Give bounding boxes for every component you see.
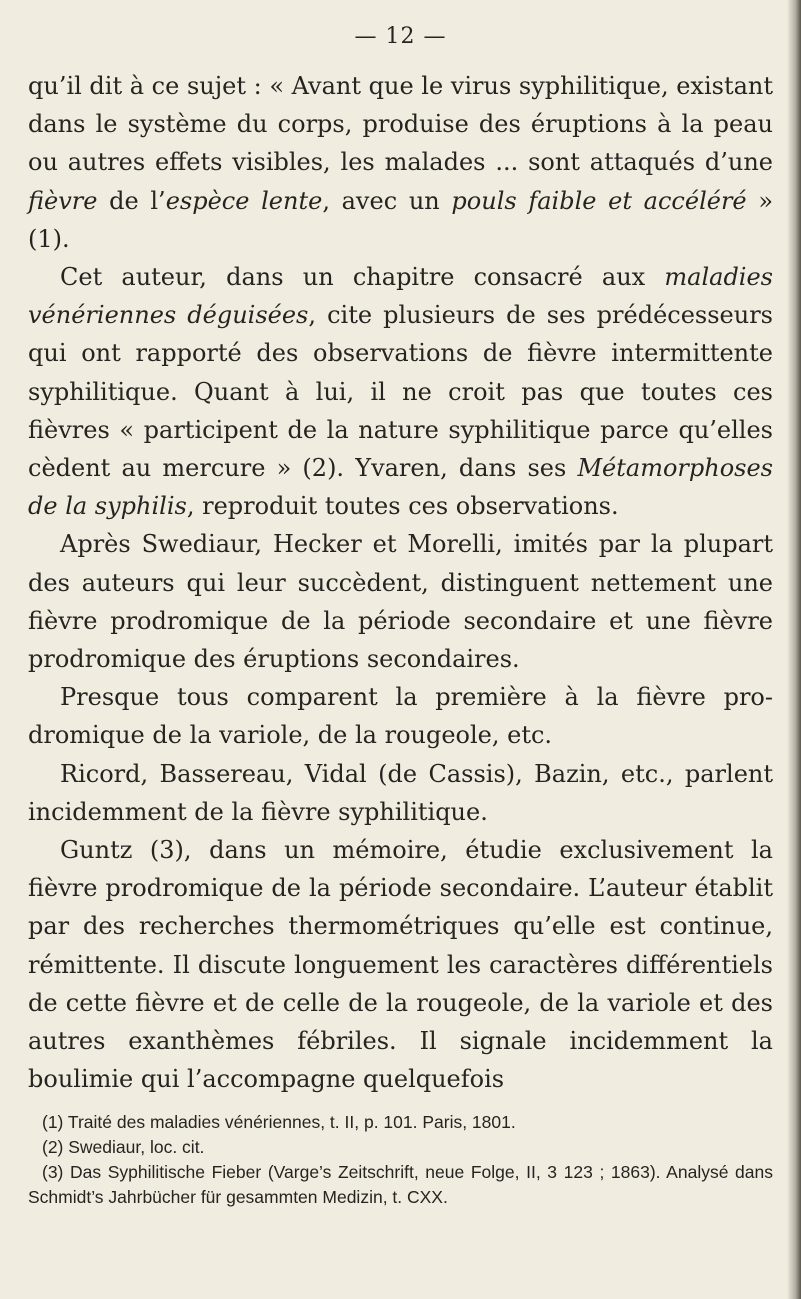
text-run: qu’il dit à ce sujet : « Avant que le virus syphilitique, existant dans le système du corps, produise des éruptions à la peau ou autres effets visibles, les malades ... sont attaqués d’une bbox=[28, 72, 774, 177]
paragraph-2 bbox=[28, 258, 773, 525]
text-run: Cet auteur, dans un chapitre consacré aux bbox=[60, 263, 665, 292]
page-number: — 12 — bbox=[354, 24, 447, 49]
paragraph-6 bbox=[28, 831, 773, 1098]
book-page bbox=[28, 24, 773, 1210]
text-run: Après Swediaur, Hecker et Morelli, imités par la plupart des auteurs qui leur succèdent, distinguent nettement une fièvre prodromique de la période secondaire et une fièvre prodromique des éruptions secondaires. bbox=[28, 530, 773, 674]
paragraph-4 bbox=[28, 678, 773, 754]
text-run-italic: fièvre bbox=[28, 186, 98, 215]
text-run: , cite plusieurs de ses prédécesseurs qui ont rapporté des observations de fièvre intermittente syphilitique. Quant à lui, il ne croit pas que toutes ces fièvres « participent de la nature syphilitique parce qu’elles cèdent au mercure » (2). Yvaren, dans ses bbox=[28, 301, 774, 483]
footnotes bbox=[28, 1110, 773, 1210]
text-run-italic: maladies vénériennes déguisées bbox=[28, 263, 773, 330]
footnote-1: (1) Traité des maladies vénériennes, t. II, p. 101. Paris, 1801. bbox=[42, 1112, 516, 1133]
body-text bbox=[28, 67, 773, 1098]
page-edge-shadow bbox=[787, 0, 801, 1299]
text-run: , avec un bbox=[322, 186, 452, 215]
footnote-2: (2) Swediaur, loc. cit. bbox=[42, 1137, 205, 1158]
text-run-italic: espèce lente bbox=[165, 186, 323, 215]
text-run: , reproduit toutes ces observations. bbox=[186, 492, 619, 521]
text-run: de l’ bbox=[97, 186, 166, 215]
paragraph-1 bbox=[28, 67, 773, 258]
footnote-3: (3) Das Syphilitische Fieber (Varge’s Zeitschrift, neue Folge, II, 3 123 ; 1863). Analysé dans Schmidt’s Jahrbücher für gesammten Medizin, t. CXX. bbox=[28, 1162, 773, 1208]
text-run: » (1). bbox=[28, 186, 774, 253]
text-run: Presque tous comparent la première à la fièvre prodromique de la variole, de la rougeole, etc. bbox=[28, 683, 773, 750]
text-run: Guntz (3), dans un mémoire, étudie exclusivement la fièvre prodromique de la période secondaire. L’auteur établit par des recherches thermométriques qu’elle est continue, rémittente. Il discute longuement les caractères différentiels de cette fièvre et de celle de la rougeole, de la variole et des autres exanthèmes fébriles. Il signale incidemment la boulimie qui l’accompagne quelquefois bbox=[28, 836, 773, 1094]
text-run: Ricord, Bassereau, Vidal (de Cassis), Bazin, etc., parlent incidemment de la fièvre syphilitique. bbox=[28, 759, 773, 826]
paragraph-3 bbox=[28, 525, 773, 678]
paragraph-5 bbox=[28, 755, 773, 831]
text-run-italic: Métamorphoses de la syphilis bbox=[28, 454, 773, 521]
text-run-italic: pouls faible et accéléré bbox=[451, 186, 747, 215]
